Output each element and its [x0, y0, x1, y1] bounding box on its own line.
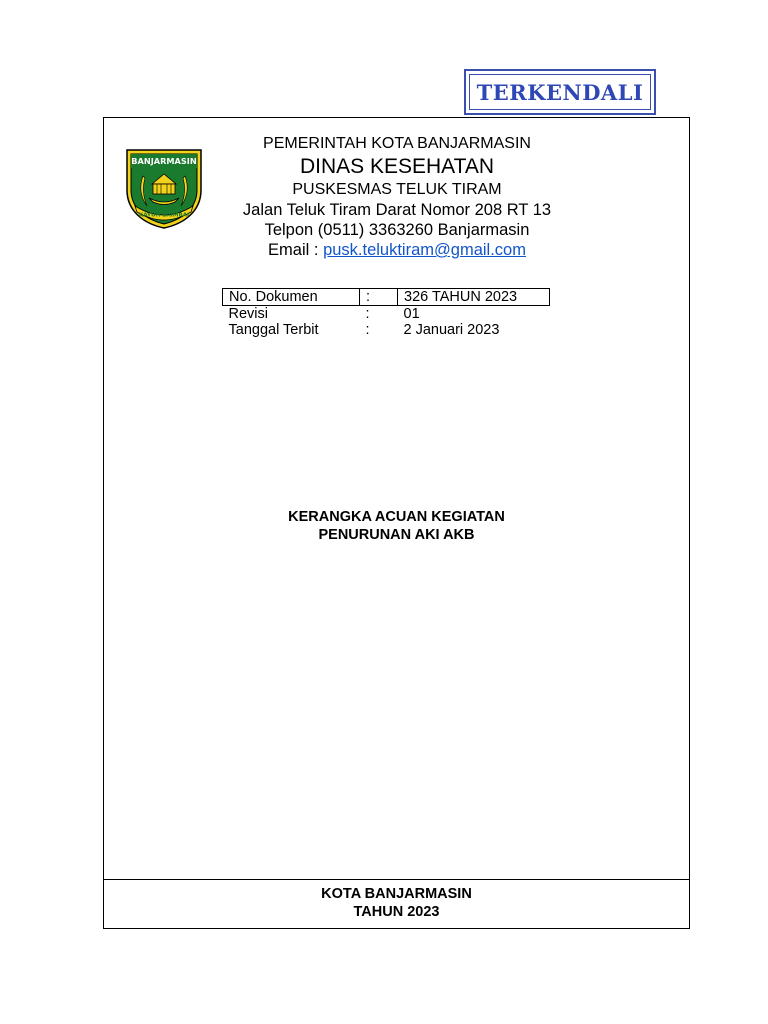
document-info-table: [222, 288, 550, 338]
document-frame: [103, 117, 690, 929]
logo-motto-text: KAYUH BAIMBAI: [138, 212, 190, 219]
email-line: [204, 240, 590, 260]
table-row: [223, 306, 550, 323]
footer-year: TAHUN 2023: [353, 904, 440, 920]
revision-value: 01: [403, 306, 420, 322]
document-title: [104, 508, 689, 544]
table-row: [223, 322, 550, 338]
revision-label: Revisi: [228, 306, 268, 322]
footer-divider: [104, 879, 689, 880]
address-line: Jalan Teluk Tiram Darat Nomor 208 RT 13: [242, 201, 552, 219]
issue-date-value: 2 Januari 2023: [403, 322, 500, 338]
letterhead: [204, 134, 590, 260]
logo-city-text: BANJARMASIN: [131, 156, 197, 166]
banjarmasin-city-crest-icon: [123, 146, 205, 230]
footer-city: KOTA BANJARMASIN: [321, 886, 472, 902]
stamp-label: TERKENDALI: [476, 79, 644, 105]
department-name: DINAS KESEHATAN: [299, 155, 495, 178]
issue-date-sep: :: [365, 322, 370, 338]
terkendali-stamp: [464, 69, 656, 115]
issue-date-label: Tanggal Terbit: [228, 322, 319, 338]
document-footer: [104, 885, 689, 921]
revision-sep: :: [365, 306, 370, 322]
phone-line: Telpon (0511) 3363260 Banjarmasin: [264, 221, 530, 239]
doc-number-sep: :: [360, 289, 398, 306]
government-name: PEMERINTAH KOTA BANJARMASIN: [263, 135, 531, 152]
doc-number-label: No. Dokumen: [223, 289, 360, 306]
title-line-1: KERANGKA ACUAN KEGIATAN: [288, 509, 505, 525]
email-label: Email :: [268, 241, 324, 259]
title-line-2: PENURUNAN AKI AKB: [318, 527, 475, 543]
table-row: [223, 289, 550, 306]
email-link[interactable]: pusk.teluktiram@gmail.com: [323, 241, 526, 259]
doc-number-value: 326 TAHUN 2023: [398, 289, 550, 306]
puskesmas-name: PUSKESMAS TELUK TIRAM: [292, 181, 502, 198]
